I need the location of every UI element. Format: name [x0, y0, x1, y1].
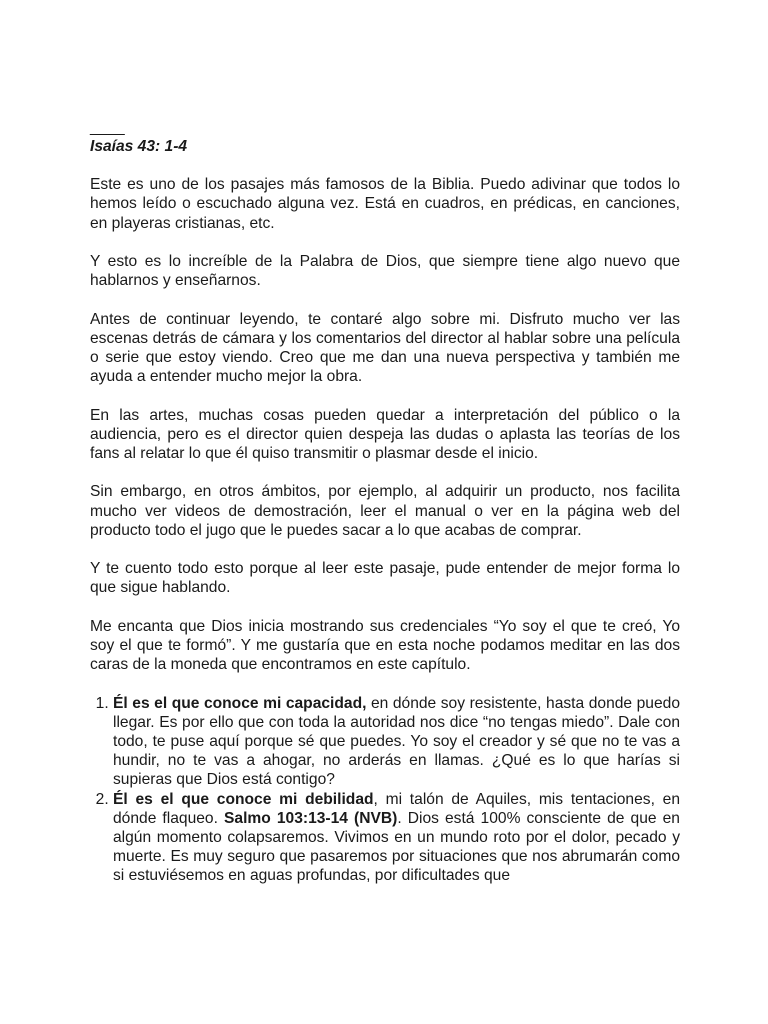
list-item-bold: Él es el que conoce mi capacidad,	[113, 694, 367, 712]
paragraph-1: Este es uno de los pasajes más famosos de la Biblia. Puedo adivinar que todos lo hemos leído o escuchado alguna vez. Está en cuadros, en prédicas, en canciones, en playeras cristianas, etc.	[90, 176, 680, 232]
divider-line: ____	[90, 119, 125, 136]
paragraph-6: Y te cuento todo esto porque al leer este pasaje, pude entender de mejor forma lo que sigue hablando.	[90, 560, 680, 597]
paragraph-5: Sin embargo, en otros ámbitos, por ejemplo, al adquirir un producto, nos facilita mucho ver videos de demostración, leer el manual o ver en la página web del producto todo el jugo que le puedes sacar a lo que acabas de comprar.	[90, 483, 680, 539]
paragraph-2: Y esto es lo increíble de la Palabra de Dios, que siempre tiene algo nuevo que hablarnos y enseñarnos.	[90, 253, 680, 290]
list-item-text-continued: . Dios está 100% consciente de que en algún momento colapsaremos. Vivimos en un mundo roto por el dolor, pecado y muerte. Es muy seguro que pasaremos por situaciones que nos abrumarán como si estuviésemos en aguas profundas, por dificultades que	[113, 809, 680, 885]
list-item-text: , mi talón de Aquiles, mis tentaciones, en dónde flaqueo.	[113, 790, 681, 827]
list-item	[113, 694, 680, 790]
psalm-reference: Salmo 103:13-14 (NVB)	[224, 809, 398, 827]
list-item-bold: Él es el que conoce mi debilidad	[113, 790, 374, 808]
list-item-text: en dónde soy resistente, hasta donde puedo llegar. Es por ello que con toda la autoridad nos dice “no tengas miedo”. Dale con todo, te puse aquí porque sé que puedes. Yo soy el creador y sé que no te vas a hundir, no te vas a ahogar, no arderás en llamas. ¿Qué es lo que harías si supieras que Dios está contigo?	[113, 694, 680, 789]
scripture-heading: Isaías 43: 1-4	[90, 138, 188, 155]
document-page	[90, 118, 680, 886]
paragraph-7: Me encanta que Dios inicia mostrando sus credenciales “Yo soy el que te creó, Yo soy el que te formó”. Y me gustaría que en esta noche podamos meditar en las dos caras de la moneda que encontramos en este capítulo.	[90, 617, 680, 674]
paragraph-4: En las artes, muchas cosas pueden quedar a interpretación del público o la audiencia, pero es el director quien despeja las dudas o aplasta las teorías de los fans al relatar lo que él quiso transmitir o plasmar desde el inicio.	[90, 406, 680, 462]
list-item	[113, 790, 680, 886]
numbered-list	[90, 694, 680, 886]
paragraph-3: Antes de continuar leyendo, te contaré algo sobre mi. Disfruto mucho ver las escenas detrás de cámara y los comentarios del director al hablar sobre una película o serie que estoy viendo. Creo que me dan una nueva perspectiva y también me ayuda a entender mucho mejor la obra.	[90, 310, 680, 386]
